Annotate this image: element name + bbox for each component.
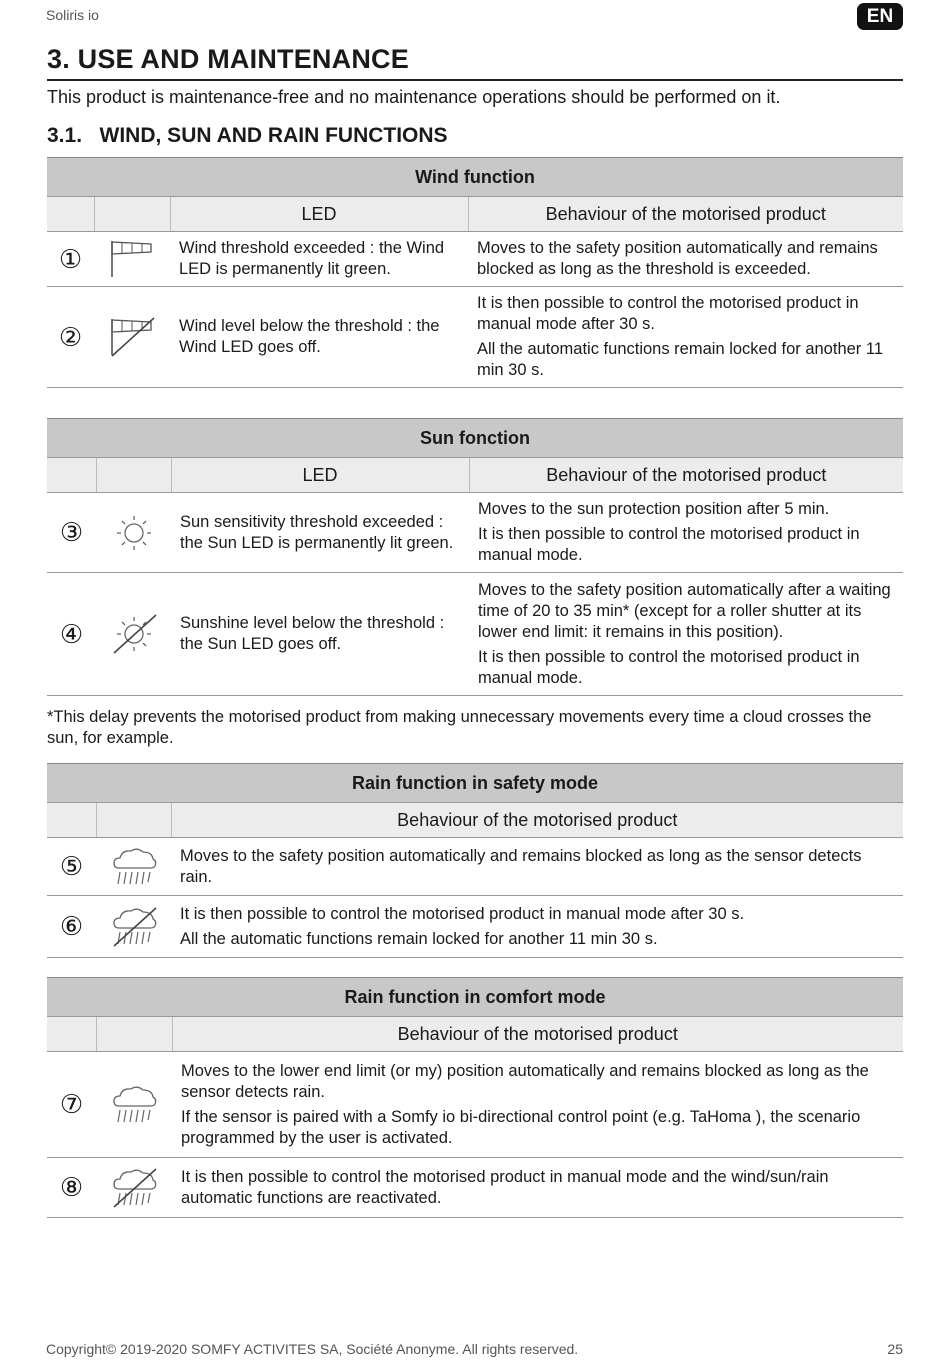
sun-off-icon xyxy=(96,573,171,696)
behaviour-description xyxy=(469,493,903,573)
behaviour-line: All the automatic functions remain locked for another 11 min 30 s. xyxy=(477,340,883,379)
behaviour-column-header: Behaviour of the motorised product xyxy=(468,197,903,232)
section-title: 3. USE AND MAINTENANCE xyxy=(47,44,903,81)
subsection-title: 3.1. WIND, SUN AND RAIN FUNCTIONS xyxy=(47,124,448,147)
wind-icon xyxy=(94,232,170,287)
header-blank xyxy=(47,803,96,838)
led-description: Sun sensitivity threshold exceeded : the Sun LED is permanently lit green. xyxy=(171,493,469,573)
page-number: 25 xyxy=(887,1341,903,1357)
step-number: ④ xyxy=(47,573,96,696)
rain-safety-table xyxy=(47,763,903,958)
behaviour-line: It is then possible to control the motorised product in manual mode. xyxy=(478,525,860,564)
section-intro: This product is maintenance-free and no maintenance operations should be performed on it. xyxy=(47,87,781,107)
step-number: ⑥ xyxy=(47,896,96,958)
led-description: Wind threshold exceeded : the Wind LED is permanently lit green. xyxy=(170,232,468,287)
behaviour-line: Moves to the sun protection position after 5 min. xyxy=(478,500,830,518)
led-description: Wind level below the threshold : the Wind LED goes off. xyxy=(170,287,468,388)
rain-safety-table-title: Rain function in safety mode xyxy=(47,764,903,803)
header-blank xyxy=(47,1017,96,1052)
led-description: Sunshine level below the threshold : the Sun LED goes off. xyxy=(171,573,469,696)
behaviour-line: It is then possible to control the motorised product in manual mode. xyxy=(478,647,860,687)
behaviour-description xyxy=(469,573,903,696)
footer-copyright: Copyright© 2019-2020 SOMFY ACTIVITES SA, Société Anonyme. All rights reserved. xyxy=(46,1341,579,1357)
behaviour-column-header: Behaviour of the motorised product xyxy=(469,458,903,493)
wind-table-title: Wind function xyxy=(47,158,903,197)
header-blank xyxy=(96,458,171,493)
behaviour-line: It is then possible to control the motorised product in manual mode after 30 s. xyxy=(180,904,745,923)
sun-icon xyxy=(96,493,171,573)
rain-off-icon xyxy=(96,1158,172,1218)
behaviour-description xyxy=(172,1052,903,1158)
led-column-header: LED xyxy=(171,458,469,493)
step-number: ③ xyxy=(47,493,96,573)
delay-footnote: *This delay prevents the motorised product from making unnecessary movements every time a cloud crosses the sun, for example. xyxy=(47,708,872,747)
behaviour-description xyxy=(468,287,903,388)
behaviour-line: Moves to the safety position automatically after a waiting time of 20 to 35 min* (except for a roller shutter at its lower end limit: it remains in this position). xyxy=(478,580,891,641)
behaviour-description xyxy=(171,838,903,896)
rain-comfort-table xyxy=(47,977,903,1218)
behaviour-line: All the automatic functions remain locked for another 11 min 30 s. xyxy=(180,929,658,948)
step-number: ② xyxy=(47,287,94,388)
sun-function-table xyxy=(47,418,903,696)
behaviour-line: If the sensor is paired with a Somfy io bi-directional control point (e.g. TaHoma ), the scenario programmed by the user is activated. xyxy=(181,1107,861,1147)
wind-function-table xyxy=(47,157,903,388)
header-blank xyxy=(47,197,94,232)
behaviour-line: It is then possible to control the motorised product in manual mode and the wind/sun/rain automatic functions are reactivated. xyxy=(181,1167,829,1207)
rain-icon xyxy=(96,1052,172,1158)
step-number: ① xyxy=(47,232,94,287)
step-number: ⑤ xyxy=(47,838,96,896)
header-blank xyxy=(96,803,171,838)
behaviour-description xyxy=(171,896,903,958)
step-number: ⑦ xyxy=(47,1052,96,1158)
led-column-header: LED xyxy=(170,197,468,232)
language-badge: EN xyxy=(857,3,903,30)
behaviour-line: Moves to the lower end limit (or my) position automatically and remains blocked as long as the sensor detects rain. xyxy=(181,1061,869,1101)
rain-comfort-table-title: Rain function in comfort mode xyxy=(47,978,903,1017)
behaviour-column-header: Behaviour of the motorised product xyxy=(172,1017,903,1052)
rain-off-icon xyxy=(96,896,171,958)
header-brand: Soliris io xyxy=(46,7,99,23)
wind-off-icon xyxy=(94,287,170,388)
header-blank xyxy=(96,1017,172,1052)
header-blank xyxy=(47,458,96,493)
behaviour-line: It is then possible to control the motorised product in manual mode after 30 s. xyxy=(477,294,859,333)
header-blank xyxy=(94,197,170,232)
behaviour-line: Moves to the safety position automatically and remains blocked as long as the sensor detects rain. xyxy=(180,846,862,886)
step-number: ⑧ xyxy=(47,1158,96,1218)
behaviour-line: Moves to the safety position automatically and remains blocked as long as the threshold is exceeded. xyxy=(477,239,878,278)
rain-icon xyxy=(96,838,171,896)
behaviour-description xyxy=(172,1158,903,1218)
sun-table-title: Sun fonction xyxy=(47,419,903,458)
behaviour-column-header: Behaviour of the motorised product xyxy=(171,803,903,838)
behaviour-description xyxy=(468,232,903,287)
